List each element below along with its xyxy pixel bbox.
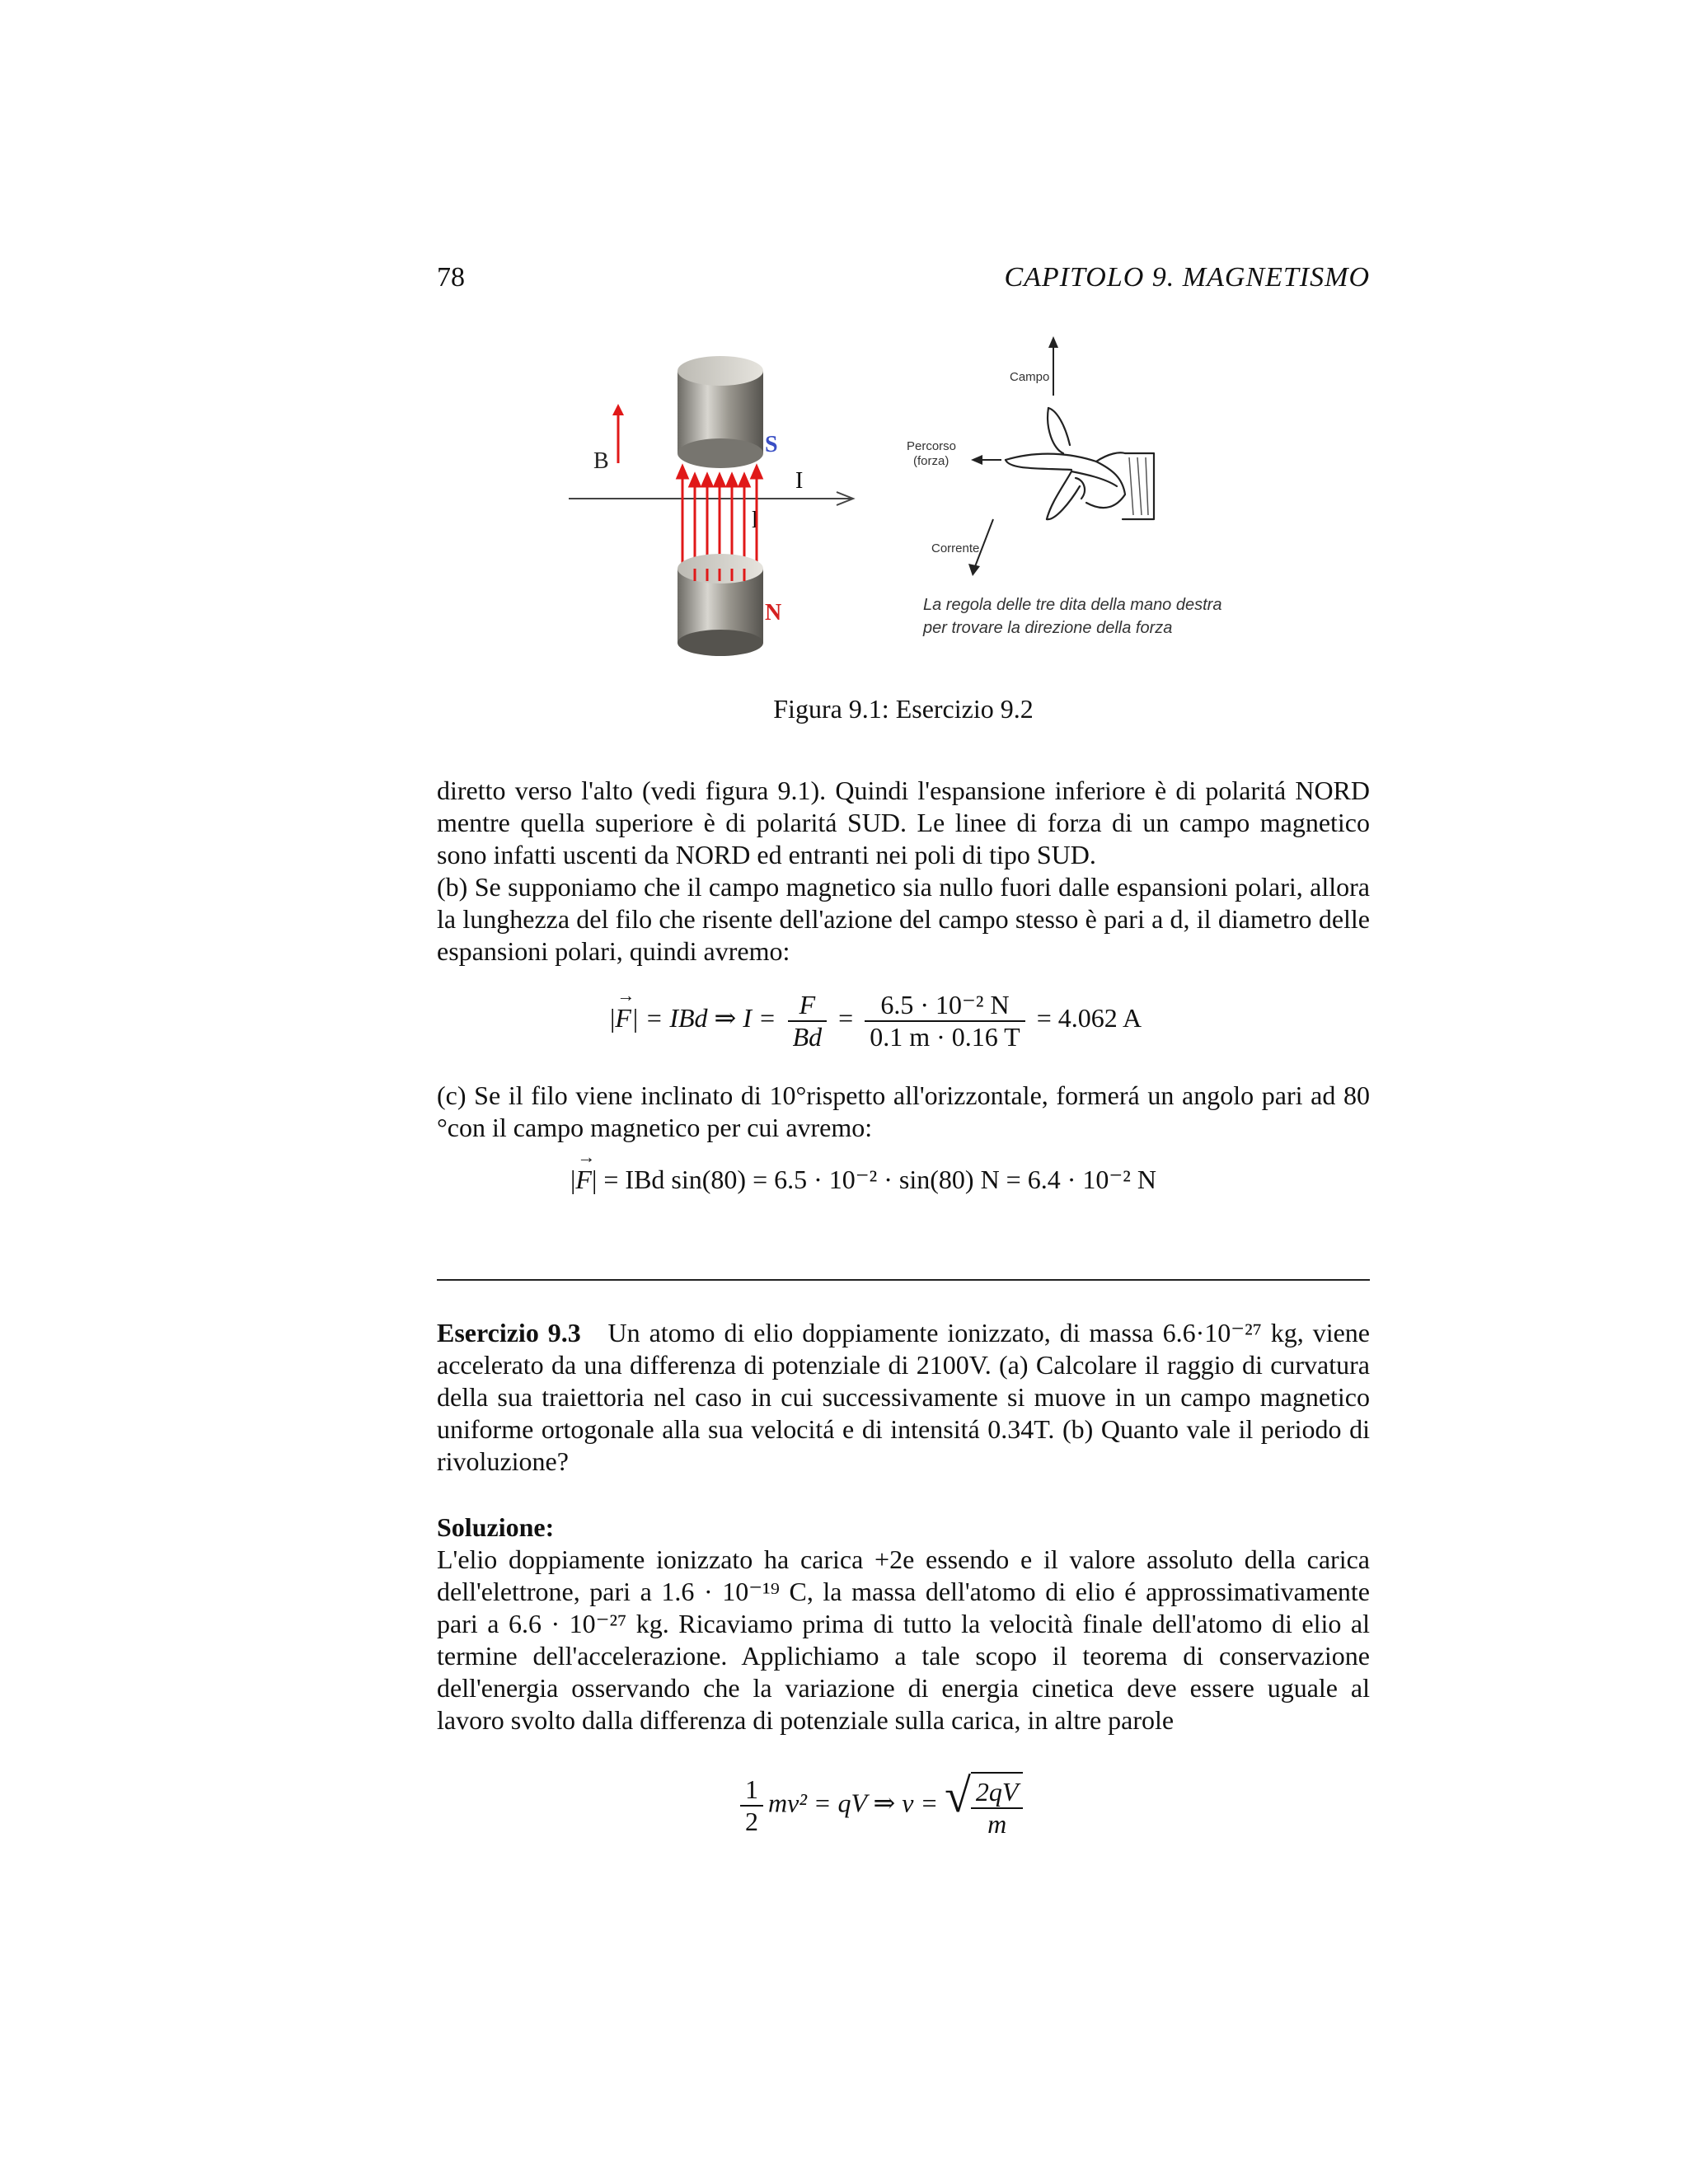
label-forza: (forza) bbox=[913, 454, 950, 468]
solution-text: L'elio doppiamente ionizzato ha carica +2e essendo e il valore assoluto della carica dell'elettrone, pari a 1.6 · 10⁻¹⁹ C, la massa dell'atomo di elio é approssimativamente pari a 6.6 · 10⁻²⁷ kg. Ricaviamo prima di tutto la velocità finale dell'atomo di elio al termine dell'accelerazione. Applichiamo a tale scopo il teorema di conservazione dell'energia osservando che la variazione di energia cinetica deve essere uguale al lavoro svolto dalla differenza di potenziale sulla carica, in altre parole bbox=[437, 1544, 1370, 1735]
solution bbox=[437, 1511, 1370, 1736]
exercise-9-3 bbox=[437, 1317, 1370, 1478]
section-divider bbox=[437, 1279, 1370, 1281]
label-campo: Campo bbox=[1010, 370, 1050, 384]
exercise-text: Un atomo di elio doppiamente ionizzato, di massa 6.6·10⁻²⁷ kg, viene accelerato da una differenza di potenziale di 2100V. (a) Calcolare il raggio di curvatura della sua traiettoria nel caso in cui successivamente si muove in un campo magnetico uniforme ortogonale alla sua velocitá e di intensitá 0.34T. (b) Quanto vale il periodo di rivoluzione? bbox=[437, 1318, 1371, 1476]
magnet-diagram bbox=[569, 330, 865, 659]
page-header bbox=[437, 262, 1370, 293]
exercise-title: Esercizio 9.3 bbox=[437, 1318, 581, 1347]
running-head: CAPITOLO 9. MAGNETISMO bbox=[1004, 262, 1370, 293]
eq3-half: $\frac{1}{2}$ bbox=[740, 1774, 763, 1837]
label-corrente: Corrente bbox=[931, 541, 980, 555]
paragraph-2-text: (b) Se supponiamo che il campo magnetico sia nullo fuori dalle espansioni polari, allora la lunghezza del filo che risente dell'azione del campo stesso è pari a d, il diametro delle espansioni polari, quindi avremo: bbox=[437, 872, 1370, 966]
page-number: 78 bbox=[437, 262, 465, 293]
paragraph-2 bbox=[437, 871, 1370, 968]
solution-title: Soluzione: bbox=[437, 1512, 555, 1542]
label-percorso: Percorso bbox=[907, 439, 957, 453]
eq2-text: | = IBd sin(80) = 6.5 · 10⁻² · sin(80) N = 6.4 · 10⁻² N bbox=[591, 1165, 1156, 1194]
rule-text-line2: per trovare la direzione della forza bbox=[923, 619, 1173, 637]
eq1-lhs: | = IBd ⇒ I = bbox=[631, 1002, 776, 1033]
eq3-sqrt: √ $\frac{2qV}{m}$ bbox=[945, 1772, 1023, 1840]
figure-caption: Figura 9.1: Esercizio 9.2 bbox=[773, 694, 1034, 724]
eq1-fraction-1: $\frac{F}{Bd}$ bbox=[788, 990, 828, 1052]
eq3-mid: mv² = qV ⇒ v = bbox=[768, 1788, 939, 1818]
rule-text-line1: La regola delle tre dita della mano destra bbox=[923, 596, 1222, 614]
label-i: I bbox=[795, 468, 804, 494]
label-b: B bbox=[593, 448, 609, 474]
equation-1: |→ F| = IBd ⇒ I = $\frac{F}{Bd}$ = $\frac{\text{6.5 · 10⁻² N}}{0.1 m \cdot 0.16 T}$ = 4.062 A bbox=[610, 989, 1142, 1052]
paragraph-3-text: (c) Se il filo viene inclinato di 10°rispetto all'orizzontale, formerá un angolo pari ad 80 °con il campo magnetico per cui avremo: bbox=[437, 1080, 1370, 1142]
label-n: N bbox=[765, 600, 782, 626]
right-hand-rule-diagram bbox=[907, 330, 1253, 659]
paragraph-1 bbox=[437, 775, 1370, 871]
paragraph-3 bbox=[437, 1080, 1370, 1144]
eq1-fraction-2: $\frac{\text{6.5 · 10⁻² N}}{0.1 m \cdot 0.16 T}$ bbox=[865, 989, 1025, 1052]
equation-3 bbox=[735, 1769, 1023, 1840]
figure-9-1 bbox=[569, 330, 1245, 659]
eq1-rhs: = 4.062 A bbox=[1036, 1002, 1142, 1033]
equation-2: |→ F| = IBd sin(80) = 6.5 · 10⁻² · sin(80) N = 6.4 · 10⁻² N bbox=[570, 1164, 1156, 1195]
paragraph-1-text: diretto verso l'alto (vedi figura 9.1). Quindi l'espansione inferiore è di polaritá NORD mentre quella superiore è di polaritá SUD. Le linee di forza di un campo magnetico sono infatti uscenti da NORD ed entranti nei poli di tipo SUD. bbox=[437, 776, 1370, 869]
label-s: S bbox=[765, 432, 778, 457]
label-l: l bbox=[752, 508, 758, 533]
